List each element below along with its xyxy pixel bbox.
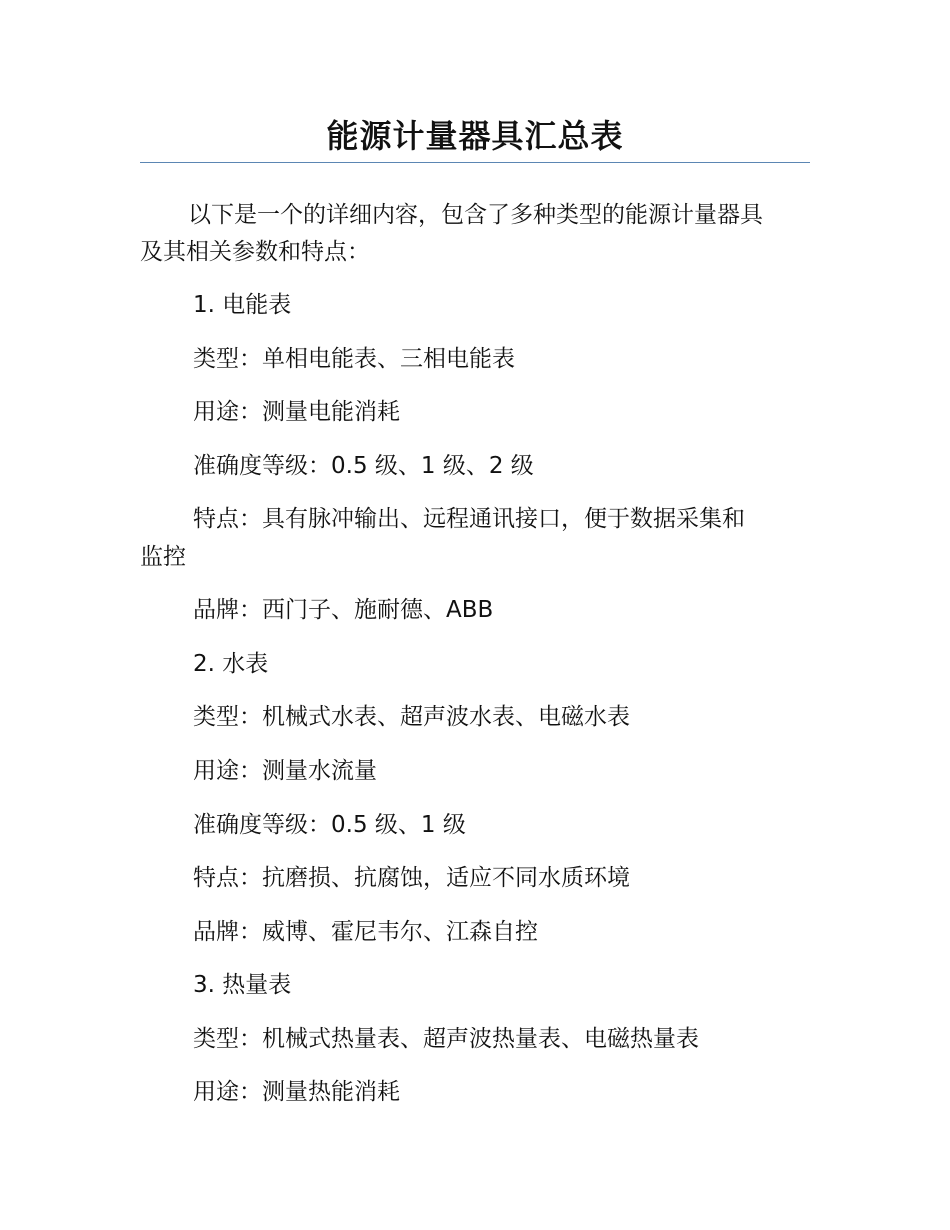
section-1-accuracy: 准确度等级：0.5 级、1 级、2 级 <box>193 453 534 479</box>
section-1-brands: 品牌：西门子、施耐德、ABB <box>193 597 494 623</box>
section-2-features: 特点：抗磨损、抗腐蚀，适应不同水质环境 <box>193 865 630 891</box>
section-heading-electricity-meter: 1. 电能表 <box>193 292 292 318</box>
section-2-use: 用途：测量水流量 <box>193 758 377 784</box>
document-title: 能源计量器具汇总表 <box>326 117 624 155</box>
section-3-use: 用途：测量热能消耗 <box>193 1079 400 1105</box>
section-heading-water-meter: 2. 水表 <box>193 651 269 677</box>
section-1-features-line-2: 监控 <box>140 544 186 570</box>
intro-paragraph-line-2: 及其相关参数和特点： <box>140 239 370 265</box>
section-3-type: 类型：机械式热量表、超声波热量表、电磁热量表 <box>193 1026 699 1052</box>
intro-paragraph-line-1: 以下是一个的详细内容，包含了多种类型的能源计量器具 <box>188 202 763 228</box>
section-heading-heat-meter: 3. 热量表 <box>193 972 292 998</box>
section-2-accuracy: 准确度等级：0.5 级、1 级 <box>193 812 466 838</box>
section-1-use: 用途：测量电能消耗 <box>193 399 400 425</box>
title-underline <box>140 162 810 163</box>
section-1-features-line-1: 特点：具有脉冲输出、远程通讯接口，便于数据采集和 <box>193 506 745 532</box>
section-2-type: 类型：机械式水表、超声波水表、电磁水表 <box>193 704 630 730</box>
section-2-brands: 品牌：威博、霍尼韦尔、江森自控 <box>193 919 538 945</box>
section-1-type: 类型：单相电能表、三相电能表 <box>193 346 515 372</box>
